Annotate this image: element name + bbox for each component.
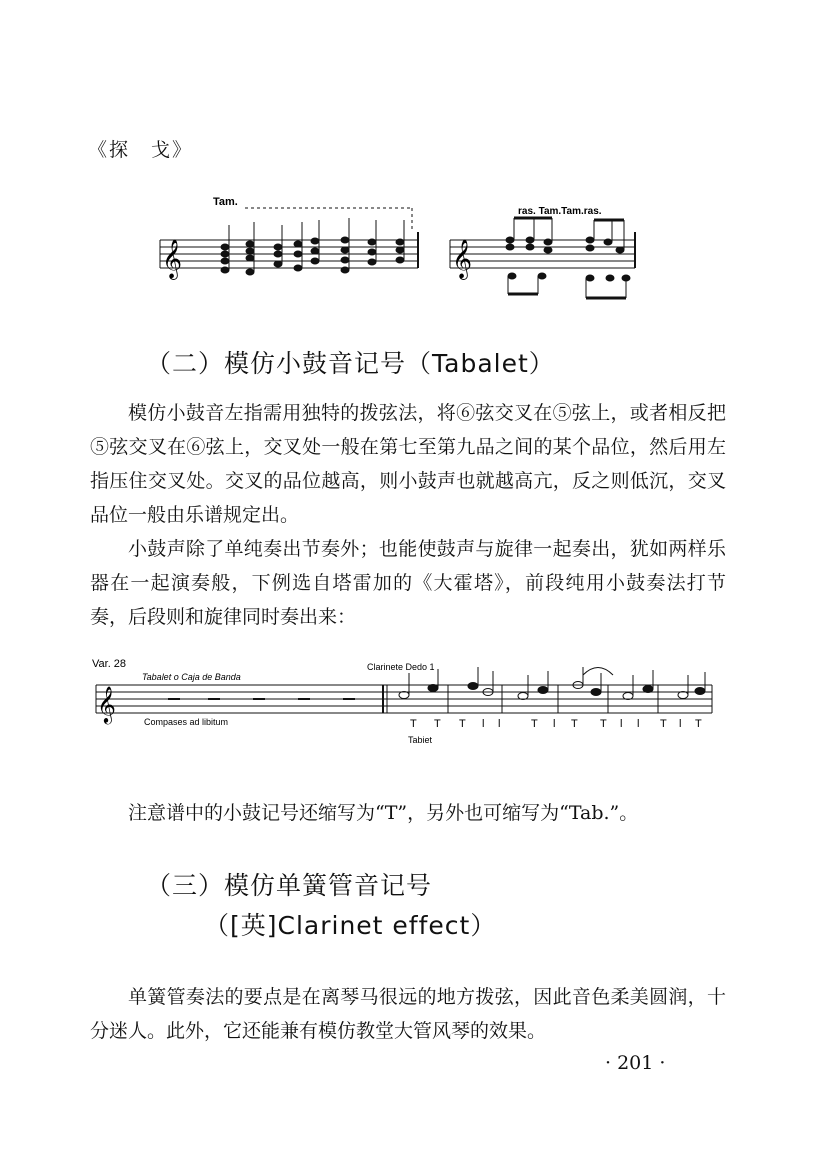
tabalet-marks — [410, 718, 702, 730]
running-header: 《探 戈》 — [88, 139, 194, 161]
paragraph-text: 单簧管奏法的要点是在离琴马很远的地方拨弦，因此音色柔美圆润，十分迷人。此外，它还能兼有模仿教堂大管风琴的效果。 — [90, 986, 726, 1042]
t-mark: l — [482, 718, 485, 730]
section-3-paragraph — [90, 980, 726, 1048]
t-mark: T — [571, 718, 578, 730]
t-mark: T — [660, 718, 667, 730]
chords-right — [506, 218, 630, 298]
page-number: · 201 · — [605, 1052, 666, 1074]
t-mark: T — [459, 718, 466, 730]
treble-clef-icon: 𝄞 — [97, 686, 116, 722]
t-mark: l — [679, 718, 682, 730]
melody-notes — [399, 667, 705, 700]
compases-label: Compases ad libitum — [144, 717, 229, 727]
section-3-heading-line-1: （三）模仿单簧管音记号 — [146, 871, 433, 900]
t-mark: T — [695, 718, 702, 730]
t-mark: l — [637, 718, 640, 730]
ras-tam-label: ras. Tam.Tam.ras. — [518, 206, 602, 217]
music-example-2 — [88, 655, 728, 755]
var-label: Var. 28 — [92, 658, 127, 670]
paragraph-text: 注意谱中的小鼓记号还缩写为“T”，另外也可缩写为“Tab.”。 — [128, 802, 639, 824]
t-mark: T — [410, 718, 417, 730]
paragraph-text: 模仿小鼓音左指需用独特的拨弦法，将⑥弦交叉在⑤弦上，或者相反把⑤弦交叉在⑥弦上，交叉处一般在第七至第九品之间的某个品位，然后用左指压住交叉处。交叉的品位越高，则小鼓声也就越高亢，反之则低沉，交叉品位一般由乐谱规定出。 — [90, 402, 726, 526]
paragraph-text: 小鼓声除了单纯奏出节奏外；也能使鼓声与旋律一起奏出，犹如两样乐器在一起演奏般，下例选自塔雷加的《大霍塔》，前段纯用小鼓奏法打节奏，后段则和旋律同时奏出来： — [90, 538, 726, 628]
t-mark: l — [498, 718, 501, 730]
t-mark: T — [531, 718, 538, 730]
staff-1-left — [160, 232, 418, 268]
staff-1-right — [450, 232, 635, 268]
section-2-paragraph-1 — [90, 396, 726, 532]
t-mark: l — [553, 718, 556, 730]
t-mark: l — [620, 718, 623, 730]
section-3-heading-line-2: （[英]Clarinet effect） — [204, 911, 497, 940]
t-mark: T — [600, 718, 607, 730]
treble-clef-icon: 𝄞 — [452, 240, 473, 278]
section-2-paragraph-2 — [90, 532, 726, 634]
tabiet-label: Tabiet — [408, 735, 433, 745]
treble-clef-icon: 𝄞 — [162, 240, 183, 278]
note-paragraph — [90, 796, 726, 830]
clarinete-label: Clarinete Dedo 1 — [367, 662, 435, 672]
section-2-heading: （二）模仿小鼓音记号（Tabalet） — [146, 349, 555, 378]
music-example-1 — [150, 190, 650, 310]
tam-label: Tam. — [213, 196, 238, 208]
tabalet-label: Tabalet o Caja de Banda — [142, 672, 241, 682]
t-mark: T — [434, 718, 441, 730]
